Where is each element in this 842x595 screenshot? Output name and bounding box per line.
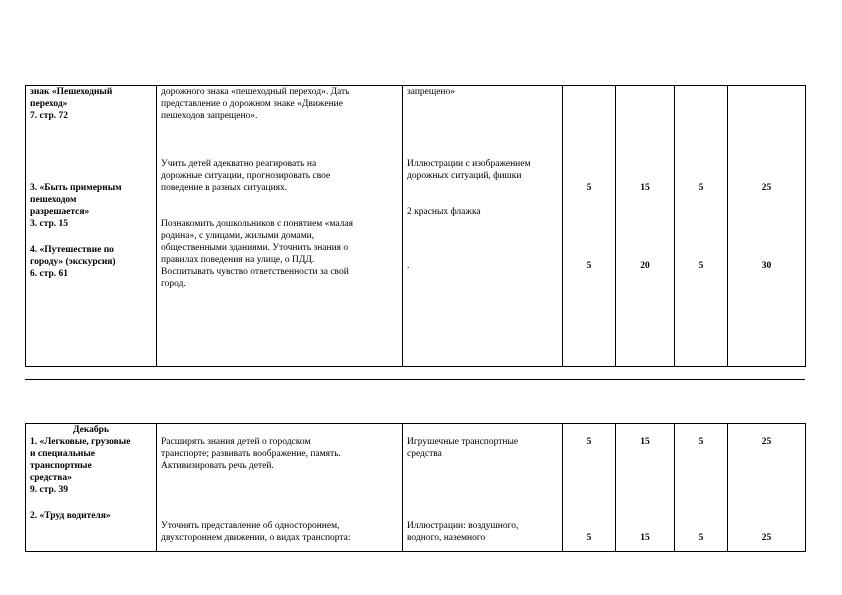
value: 5 bbox=[698, 261, 704, 271]
value: 5 bbox=[586, 183, 592, 193]
topic-ref: 3. стр. 15 bbox=[30, 219, 69, 229]
spacer bbox=[30, 122, 152, 182]
goal-text: общественными зданиями. Уточнить знания о bbox=[161, 243, 349, 253]
duration-cell bbox=[728, 86, 806, 367]
spacer bbox=[732, 424, 801, 436]
goal-text: Воспитывать чувство ответственности за свой bbox=[161, 267, 349, 277]
spacer bbox=[30, 230, 152, 244]
material-text: средства bbox=[407, 449, 442, 459]
materials-cell bbox=[403, 86, 563, 367]
material-text: водного, наземного bbox=[407, 533, 486, 543]
spacer bbox=[620, 86, 670, 182]
spacer bbox=[567, 424, 611, 436]
goals-cell bbox=[157, 424, 403, 552]
topic-ref: 6. стр. 61 bbox=[30, 269, 69, 279]
goal-text: Расширять знания детей о городском bbox=[161, 437, 311, 447]
duration-cell bbox=[675, 424, 728, 552]
topic-ref: 7. стр. 72 bbox=[30, 111, 69, 121]
goal-text: поведение в разных ситуациях. bbox=[161, 183, 288, 193]
material-text: Иллюстрации: воздушного, bbox=[407, 521, 519, 531]
spacer bbox=[732, 448, 801, 532]
topic-text: 3. «Быть примерным bbox=[30, 183, 122, 193]
spacer bbox=[161, 194, 398, 218]
value: 5 bbox=[586, 261, 592, 271]
topic-text: пешеходом bbox=[30, 195, 77, 205]
topic-text: городу» (экскурсия) bbox=[30, 257, 116, 267]
duration-cell bbox=[616, 424, 675, 552]
goal-text: Учить детей адекватно реагировать на bbox=[161, 159, 317, 169]
goal-text: транспорте; развивать воображение, память. bbox=[161, 449, 341, 459]
spacer bbox=[567, 194, 611, 260]
goal-text: двухстороннем движении, о видах транспорта: bbox=[161, 533, 351, 543]
value: 5 bbox=[586, 437, 592, 447]
spacer bbox=[679, 448, 723, 532]
topics-cell bbox=[26, 86, 157, 367]
spacer bbox=[620, 424, 670, 436]
value: 5 bbox=[698, 533, 704, 543]
spacer bbox=[620, 194, 670, 260]
goal-text: дорожного знака «пешеходный переход». Дать bbox=[161, 87, 350, 97]
spacer bbox=[407, 460, 558, 520]
value: 25 bbox=[761, 183, 772, 193]
goal-text: представление о дорожном знаке «Движение bbox=[161, 99, 343, 109]
goal-text: Активизировать речь детей. bbox=[161, 461, 274, 471]
spacer bbox=[732, 194, 801, 260]
value: 5 bbox=[586, 533, 592, 543]
duration-cell bbox=[728, 424, 806, 552]
spacer bbox=[161, 122, 398, 158]
spacer bbox=[679, 424, 723, 436]
goal-text: Уточнять представление об одностороннем, bbox=[161, 521, 340, 531]
duration-cell bbox=[616, 86, 675, 367]
value: 30 bbox=[761, 261, 772, 271]
value: 25 bbox=[761, 437, 772, 447]
spacer bbox=[407, 218, 558, 260]
goal-text: Познакомить дошкольников с понятием «малая bbox=[161, 219, 354, 229]
table-row bbox=[26, 86, 806, 367]
goal-text: родина», с улицами, жилыми домами, bbox=[161, 231, 315, 241]
spacer bbox=[407, 424, 558, 436]
spacer bbox=[620, 448, 670, 532]
goal-text: правилах поведения на улице, о ПДД. bbox=[161, 255, 315, 265]
topic-text: и специальные bbox=[30, 449, 95, 459]
topic-text: средства» bbox=[30, 473, 72, 483]
spacer bbox=[567, 86, 611, 182]
topic-text: 4. «Путешествие по bbox=[30, 245, 114, 255]
goal-text: город. bbox=[161, 279, 186, 289]
duration-cell bbox=[675, 86, 728, 367]
topic-ref: 9. стр. 39 bbox=[30, 485, 69, 495]
month-heading: Декабрь bbox=[72, 425, 109, 435]
spacer bbox=[30, 496, 152, 510]
material-text: запрещено» bbox=[407, 87, 456, 97]
material-text: Иллюстрации с изображением bbox=[407, 159, 531, 169]
duration-cell bbox=[563, 86, 616, 367]
divider bbox=[25, 379, 805, 380]
spacer bbox=[567, 448, 611, 532]
spacer bbox=[679, 86, 723, 182]
value: 15 bbox=[640, 437, 650, 447]
value: 15 bbox=[640, 183, 650, 193]
topic-text: знак «Пешеходный bbox=[30, 87, 113, 97]
material-text: 2 красных флажка bbox=[407, 207, 481, 217]
spacer bbox=[407, 182, 558, 206]
value: 20 bbox=[640, 261, 650, 271]
value: 5 bbox=[698, 183, 704, 193]
material-text: . bbox=[407, 261, 410, 271]
topics-cell bbox=[26, 424, 157, 552]
topic-text: разрешается» bbox=[30, 207, 90, 217]
topic-text: транспортные bbox=[30, 461, 92, 471]
materials-cell bbox=[403, 424, 563, 552]
topic-text: переход» bbox=[30, 99, 68, 109]
duration-cell bbox=[563, 424, 616, 552]
spacer bbox=[161, 472, 398, 520]
plan-table-november bbox=[25, 85, 806, 367]
goal-text: дорожные ситуации, прогнозировать свое bbox=[161, 171, 331, 181]
goal-text: пешеходов запрещено». bbox=[161, 111, 258, 121]
spacer bbox=[161, 424, 398, 436]
material-text: Игрушечные транспортные bbox=[407, 437, 519, 447]
topic-text: 1. «Легковые, грузовые bbox=[30, 437, 131, 447]
spacer bbox=[407, 98, 558, 158]
plan-table-december bbox=[25, 423, 806, 552]
value: 25 bbox=[761, 533, 772, 543]
topic-text: 2. «Труд водителя» bbox=[30, 511, 111, 521]
value: 5 bbox=[698, 437, 704, 447]
table-row bbox=[26, 424, 806, 552]
spacer bbox=[679, 194, 723, 260]
value: 15 bbox=[640, 533, 650, 543]
spacer bbox=[732, 86, 801, 182]
material-text: дорожных ситуаций, фишки bbox=[407, 171, 522, 181]
goals-cell bbox=[157, 86, 403, 367]
